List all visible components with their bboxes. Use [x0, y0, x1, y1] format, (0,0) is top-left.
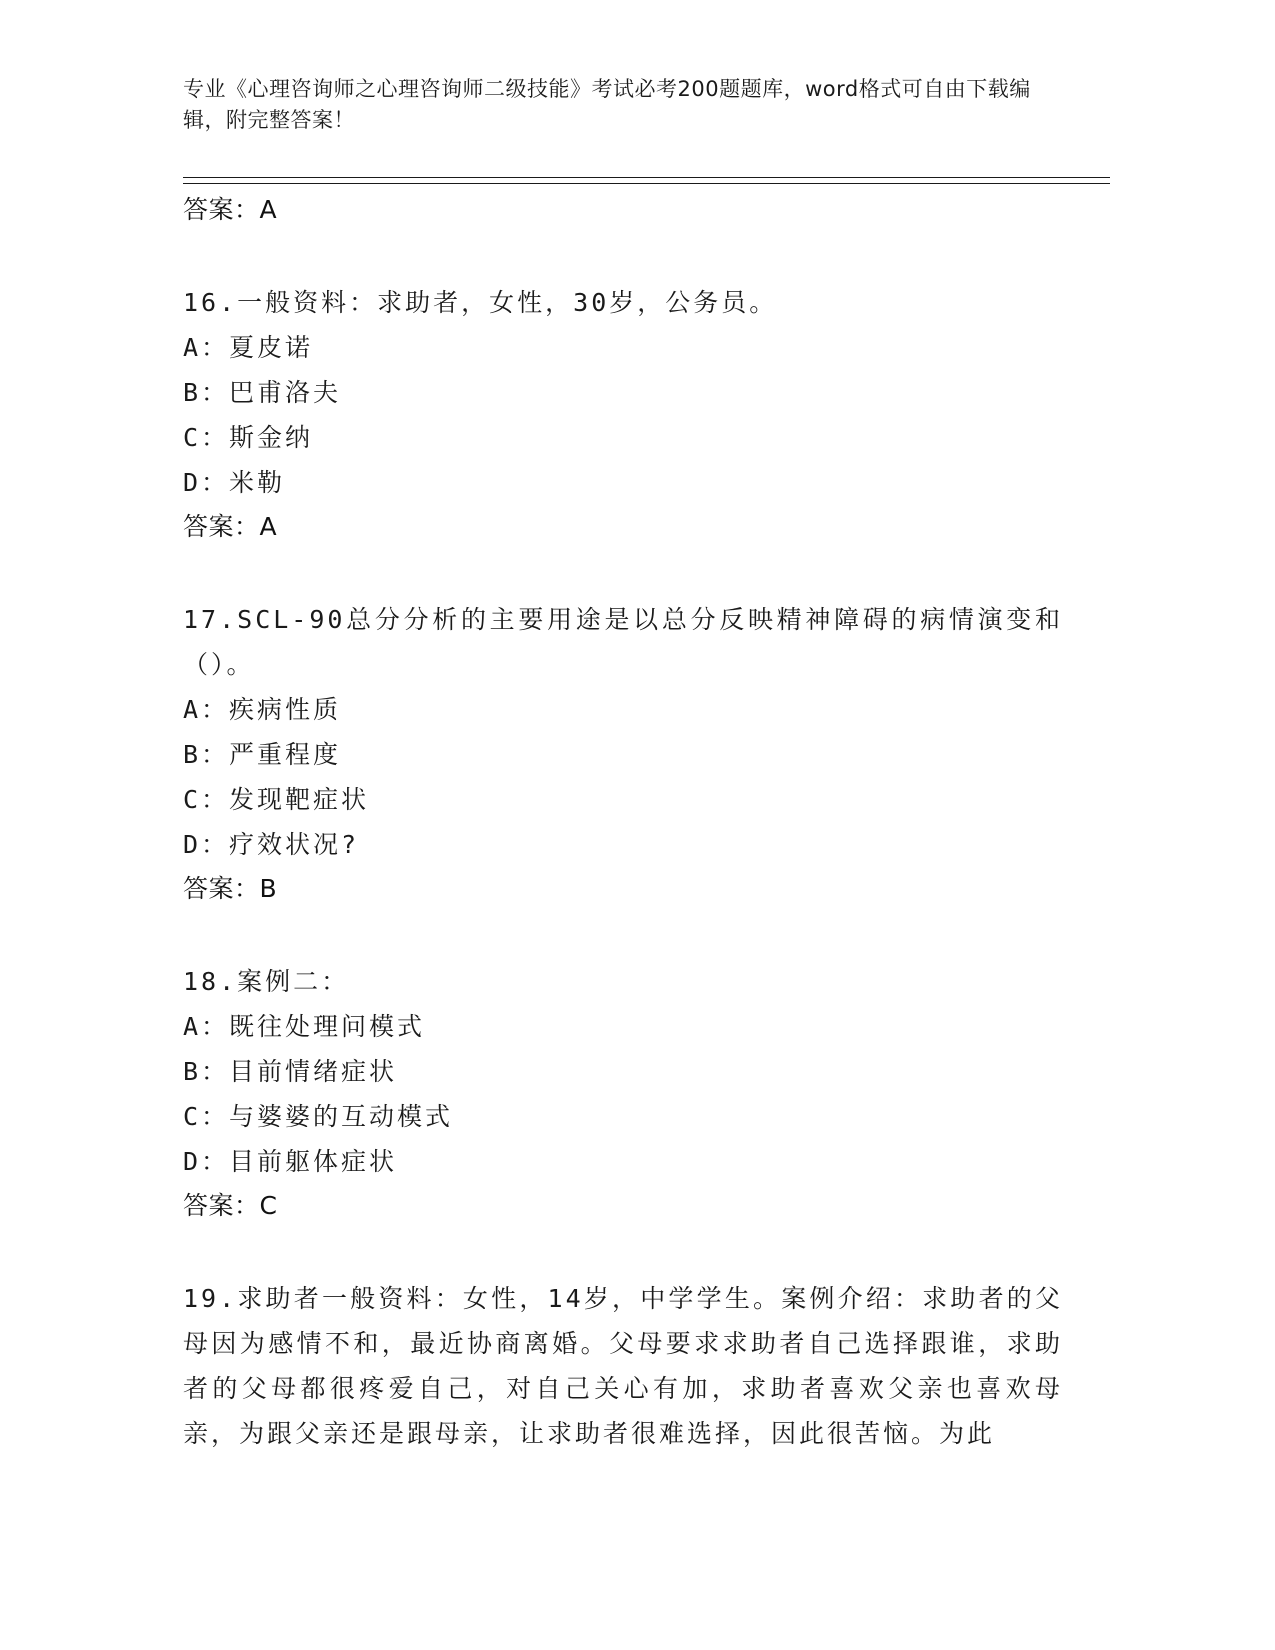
answer: 答案：C	[183, 1191, 278, 1220]
document-header: 专业《心理咨询师之心理咨询师二级技能》考试必考200题题库，word格式可自由下载编辑，附完整答案！	[183, 77, 1031, 132]
option-b: B：巴甫洛夫	[183, 378, 342, 407]
option-c: C：与婆婆的互动模式	[183, 1102, 454, 1131]
question-17	[183, 597, 1083, 911]
option-a: A：疾病性质	[183, 695, 342, 724]
document-body	[183, 188, 1083, 1456]
option-b: B：目前情绪症状	[183, 1057, 398, 1086]
answer: 答案：B	[183, 874, 278, 903]
question-text: 17.SCL-90总分分析的主要用途是以总分反映精神障碍的病情演变和（）。	[183, 605, 1063, 679]
option-a: A：夏皮诺	[183, 333, 314, 362]
option-d: D：目前躯体症状	[183, 1147, 398, 1176]
header-rule-thick	[183, 177, 1110, 178]
question-text: 19.求助者一般资料：女性，14岁，中学学生。案例介绍：求助者的父母因为感情不和，最近协商离婚。父母要求求助者自己选择跟谁，求助者的父母都很疼爱自己，对自己关心有加，求助者喜欢父亲也喜欢母亲，为跟父亲还是跟母亲，让求助者很难选择，因此很苦恼。为此	[183, 1284, 1063, 1448]
question-text: 16.一般资料：求助者，女性，30岁，公务员。	[183, 288, 778, 317]
answer-15: 答案：A	[183, 195, 278, 224]
question-16	[183, 280, 1083, 549]
option-b: B：严重程度	[183, 740, 342, 769]
question-18	[183, 959, 1083, 1228]
option-c: C：发现靶症状	[183, 785, 370, 814]
option-c: C：斯金纳	[183, 423, 314, 452]
question-text: 18.案例二：	[183, 967, 350, 996]
option-d: D：疗效状况?	[183, 830, 360, 859]
question-19	[183, 1276, 1083, 1456]
answer: 答案：A	[183, 512, 278, 541]
header-rule-thin	[183, 183, 1110, 184]
option-a: A：既往处理问模式	[183, 1012, 426, 1041]
option-d: D：米勒	[183, 468, 286, 497]
